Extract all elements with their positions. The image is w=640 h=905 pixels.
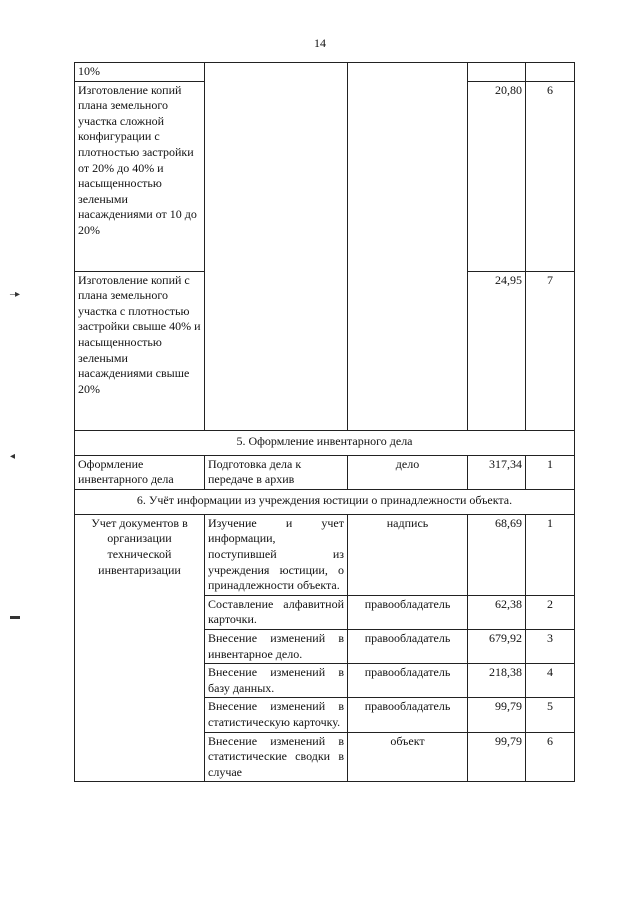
work-cell: Внесение изменений в инвентарное дело. — [205, 629, 348, 663]
index-cell: 6 — [526, 81, 575, 271]
work-cell: Подготовка дела к передаче в архив — [205, 455, 348, 489]
unit-cell: дело — [348, 455, 468, 489]
index-cell: 1 — [526, 455, 575, 489]
tariff-table — [74, 62, 575, 782]
unit-cell: правообладатель — [348, 595, 468, 629]
price-cell: 24,95 — [468, 271, 526, 430]
index-cell: 3 — [526, 629, 575, 663]
index-cell: 4 — [526, 664, 575, 698]
index-cell: 2 — [526, 595, 575, 629]
page-number: 14 — [314, 36, 326, 50]
section-header — [75, 489, 575, 514]
service-group-cell: Учет документов в организации технической инвентаризации — [75, 514, 205, 782]
scan-mark: –▸ — [10, 289, 21, 300]
price-cell: 68,69 — [468, 514, 526, 595]
work-cell — [205, 63, 348, 431]
index-cell: 7 — [526, 271, 575, 430]
price-cell — [468, 63, 526, 82]
work-cell: Внесение изменений в статистическую карточку. — [205, 698, 348, 732]
section-header — [75, 430, 575, 455]
work-cell: Составление алфавитной карточки. — [205, 595, 348, 629]
index-cell: 6 — [526, 732, 575, 782]
unit-cell: правообладатель — [348, 629, 468, 663]
price-cell: 317,34 — [468, 455, 526, 489]
unit-cell: объект — [348, 732, 468, 782]
table-row — [75, 514, 575, 595]
price-cell: 99,79 — [468, 698, 526, 732]
price-cell: 20,80 — [468, 81, 526, 271]
index-cell — [526, 63, 575, 82]
price-cell: 62,38 — [468, 595, 526, 629]
table-row — [75, 455, 575, 489]
scan-mark: ◂ — [10, 451, 16, 462]
index-cell: 1 — [526, 514, 575, 595]
price-cell: 99,79 — [468, 732, 526, 782]
table-row — [75, 63, 575, 82]
price-cell: 218,38 — [468, 664, 526, 698]
section-title: 6. Учёт информации из учреждения юстиции о принадлежности объекта. — [75, 489, 575, 514]
service-name-cell: Изготовление копий с плана земельного участка с плотностью застройки свыше 40% и насыщенностью зелеными насаждениями свыше 20% — [75, 271, 205, 430]
work-cell: Внесение изменений в статистические сводки в случае — [205, 732, 348, 782]
work-cell: Внесение изменений в базу данных. — [205, 664, 348, 698]
scan-mark: ▬ — [10, 611, 20, 622]
index-cell: 5 — [526, 698, 575, 732]
service-name-cell: 10% — [75, 63, 205, 82]
price-cell: 679,92 — [468, 629, 526, 663]
service-name-cell: Оформление инвентарного дела — [75, 455, 205, 489]
service-name-cell: Изготовление копий плана земельного участка сложной конфигурации с плотностью застройки от 20% до 40% и насыщенностью зелеными насаждениями от 10 до 20% — [75, 81, 205, 271]
unit-cell: правообладатель — [348, 664, 468, 698]
unit-cell: надпись — [348, 514, 468, 595]
unit-cell — [348, 63, 468, 431]
work-cell: Изучение и учет информации, поступившей из учреждения юстиции, о принадлежности объекта. — [205, 514, 348, 595]
section-title: 5. Оформление инвентарного дела — [75, 430, 575, 455]
unit-cell: правообладатель — [348, 698, 468, 732]
